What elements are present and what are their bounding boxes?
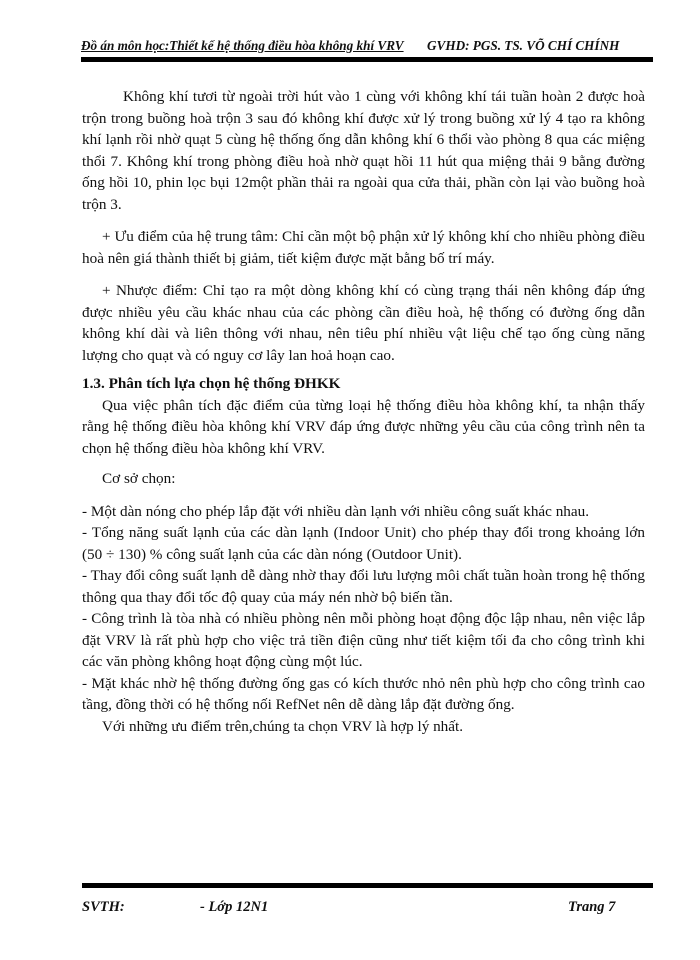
student-label: SVTH: bbox=[82, 899, 125, 915]
list-item: - Thay đổi công suất lạnh dễ dàng nhờ thay đổi lưu lượng môi chất tuần hoàn trong hệ thống thông qua thay đổi tốc độ quay của máy nén nhờ bộ biến tần. bbox=[82, 567, 645, 606]
class-label: - Lớp 12N1 bbox=[200, 899, 269, 915]
page-body bbox=[82, 86, 645, 737]
section-heading: 1.3. Phân tích lựa chọn hệ thống ĐHKK bbox=[82, 375, 341, 392]
paragraph-disadvantage: + Nhược điểm: Chỉ tạo ra một dòng không khí có cùng trạng thái nên không đáp ứng được nhiều yêu cầu khác nhau của các phòng cần điều hoà, hệ thống có đường ống dẫn không khí dài và liên thông với nhau, nên tiêu phí nhiều vật liệu chế tạo ống cùng năng lượng cho quạt và có nguy cơ lây lan hoả hoạn cao. bbox=[82, 282, 645, 364]
document-title: Đồ án môn học:Thiết kế hệ thống điều hòa không khí VRV bbox=[81, 38, 404, 53]
paragraph-system-description: Không khí tươi từ ngoài trời hút vào 1 cùng với không khí tái tuần hoàn 2 được hoà trộn trong buồng hoà trộn 3 sau đó không khí được xử lý trong buồng xử lý 4 tạo ra không khí lạnh rồi nhờ quạt 5 cùng hệ thống ống dẫn không khí 6 thổi vào phòng 8 qua các miệng thổi 7. Không khí trong phòng điều hoà nhờ quạt hồi 11 hút qua miệng thải 9 bằng đường ống hồi 10, phin lọc bụi 12một phần thải ra ngoài qua cửa thải, phần còn lại vào buồng hoà trộn 3. bbox=[82, 88, 645, 213]
list-item: - Một dàn nóng cho phép lắp đặt với nhiều dàn lạnh với nhiều công suất khác nhau. bbox=[82, 502, 590, 520]
advisor-label: GVHD: PGS. TS. VÕ CHÍ CHÍNH bbox=[427, 38, 620, 53]
paragraph-advantage: + Ưu điểm của hệ trung tâm: Chỉ cần một bộ phận xử lý không khí cho nhiều phòng điều hoà nên giá thành thiết bị giảm, tiết kiệm được mặt bằng bố trí máy. bbox=[82, 228, 645, 267]
list-item: - Tổng năng suất lạnh của các dàn lạnh (Indoor Unit) cho phép thay đổi trong khoảng lớn (50 ÷ 130) % công suất lạnh của các dàn nóng (Outdoor Unit). bbox=[82, 524, 645, 563]
basis-label: Cơ sở chọn: bbox=[102, 470, 176, 487]
footer-divider bbox=[82, 883, 653, 888]
header-divider bbox=[81, 57, 653, 62]
paragraph-conclusion: Với những ưu điểm trên,chúng ta chọn VRV là hợp lý nhất. bbox=[102, 717, 464, 735]
page-footer bbox=[82, 899, 653, 919]
page-number: Trang 7 bbox=[568, 899, 616, 915]
list-item: - Mặt khác nhờ hệ thống đường ống gas có kích thước nhỏ nên phù hợp cho công trình cao tầng, đồng thời có hệ thống nối RefNet nên dễ dàng lắp đặt đường ống. bbox=[82, 674, 645, 713]
basis-list bbox=[82, 501, 645, 716]
list-item: - Công trình là tòa nhà có nhiều phòng nên mỗi phòng hoạt động độc lập nhau, nên việc lắp đặt VRV là rất phù hợp cho việc trả tiền điện cũng như tiết kiệm tối đa cho công trình khi các văn phòng không hoạt động cùng một lúc. bbox=[82, 610, 645, 670]
paragraph-section-intro: Qua việc phân tích đặc điểm của từng loại hệ thống điều hòa không khí, ta nhận thấy rằng hệ thống điều hòa không khí VRV đáp ứng được những yêu cầu của công trình nên ta chọn hệ thống điều hòa không khí VRV. bbox=[82, 396, 645, 457]
